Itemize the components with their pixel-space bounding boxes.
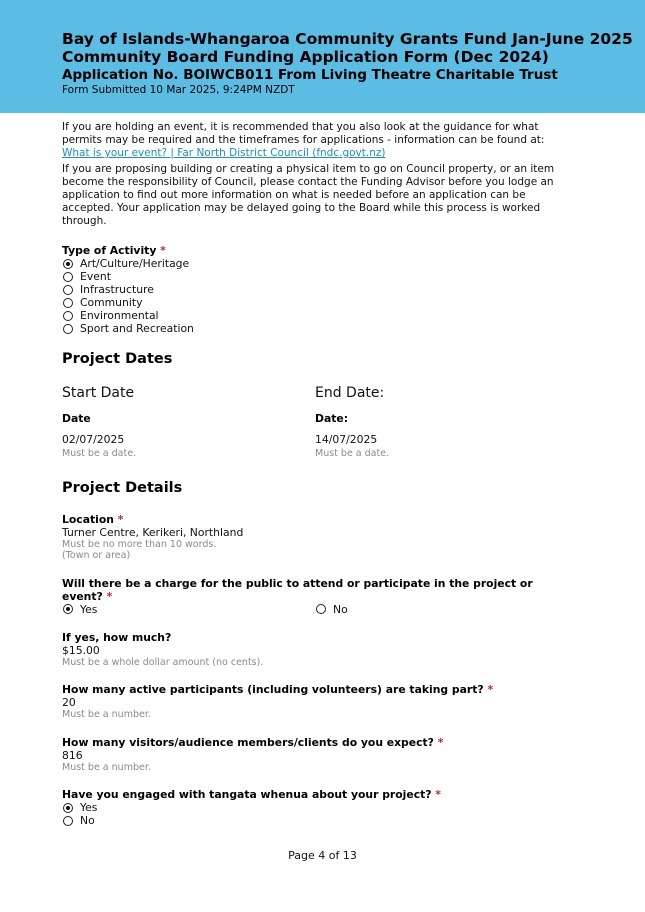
start-date-value: 02/07/2025: [62, 433, 125, 446]
option-label: Yes: [80, 602, 98, 616]
location-label-text: Location: [62, 512, 114, 526]
how-much-label: If yes, how much?: [62, 630, 172, 644]
required-mark: *: [487, 683, 494, 696]
end-date-block: [315, 384, 568, 460]
start-date-subheading: Start Date: [62, 385, 135, 401]
option-label: Environmental: [80, 309, 159, 322]
start-date-block: [62, 384, 315, 460]
form-header: [0, 0, 645, 113]
option-label: Community: [80, 296, 143, 309]
intro-text: If you are holding an event, it is recommended that you also look at the guidance for what permits may be required and the timeframes for applications - information can be found at:: [62, 121, 545, 146]
required-mark: *: [437, 735, 444, 749]
participants-question: [62, 683, 572, 721]
activity-question: [62, 244, 572, 335]
tangata-question: [62, 788, 572, 827]
project-details-heading: Project Details: [62, 479, 183, 496]
project-dates-row: [62, 384, 572, 460]
visitors-value: 816: [62, 748, 83, 762]
option-label: Sport and Recreation: [80, 322, 194, 335]
radio-empty-icon[interactable]: [63, 816, 73, 826]
charge-option-no[interactable]: [315, 603, 568, 616]
option-label: No: [333, 602, 348, 616]
option-label: Yes: [80, 801, 98, 814]
radio-empty-icon[interactable]: [63, 324, 73, 334]
how-much-question: [62, 631, 572, 669]
location-question: [62, 513, 572, 562]
option-label: No: [80, 814, 95, 827]
how-much-hint: Must be a whole dollar amount (no cents).: [62, 656, 264, 668]
activity-label: [62, 244, 572, 257]
radio-selected-icon[interactable]: [63, 259, 73, 269]
required-mark: *: [106, 589, 113, 603]
participants-hint: Must be a number.: [62, 709, 151, 720]
tangata-option-yes[interactable]: [62, 801, 572, 814]
charge-label-text: Will there be a charge for the public to attend or participate in the project or event?: [62, 576, 533, 603]
page-number: Page 4 of 13: [288, 849, 357, 862]
visitors-label: [62, 736, 572, 749]
option-label: Event: [80, 270, 111, 283]
tangata-label: [62, 788, 572, 801]
start-date-hint: Must be a date.: [62, 448, 137, 459]
activity-option-art[interactable]: [62, 257, 572, 270]
participants-label-text: How many active participants (including volunteers) are taking part?: [62, 683, 484, 696]
submitted-timestamp: Form Submitted 10 Mar 2025, 9:24PM NZDT: [62, 84, 295, 96]
intro-paragraph-events: [62, 121, 572, 160]
application-number: Application No. BOIWCB011 From Living Theatre Charitable Trust: [62, 67, 558, 83]
visitors-label-text: How many visitors/audience members/clients do you expect?: [62, 735, 434, 749]
radio-empty-icon[interactable]: [63, 285, 73, 295]
radio-empty-icon[interactable]: [63, 272, 73, 282]
how-much-value: $15.00: [62, 643, 100, 657]
option-label: Infrastructure: [80, 283, 154, 296]
event-guidance-link[interactable]: What is your event? | Far North District Council (fndc.govt.nz): [62, 147, 386, 159]
location-hint: Must be no more than 10 words.: [62, 538, 217, 550]
project-dates-heading: Project Dates: [62, 351, 173, 367]
radio-empty-icon[interactable]: [63, 311, 73, 321]
location-hint-area: (Town or area): [62, 550, 131, 561]
charge-label: [62, 577, 552, 603]
start-date-label: Date: [62, 412, 91, 425]
location-value: Turner Centre, Kerikeri, Northland: [62, 525, 244, 539]
end-date-value: 14/07/2025: [315, 433, 378, 446]
form-content: [62, 121, 572, 827]
activity-option-infrastructure[interactable]: [62, 283, 572, 296]
option-label: Art/Culture/Heritage: [80, 257, 190, 270]
activity-label-text: Type of Activity: [62, 244, 157, 257]
charge-question: [62, 577, 572, 616]
tangata-label-text: Have you engaged with tangata whenua about your project?: [62, 788, 432, 801]
participants-value: 20: [62, 696, 76, 709]
visitors-hint: Must be a number.: [62, 761, 151, 773]
activity-option-sport[interactable]: [62, 322, 572, 335]
charge-option-yes[interactable]: [62, 603, 315, 616]
location-label: [62, 513, 572, 526]
activity-option-community[interactable]: [62, 296, 572, 309]
tangata-option-no[interactable]: [62, 814, 572, 827]
end-date-label: Date:: [315, 412, 349, 425]
form-title-line2: Community Board Funding Application Form (Dec 2024): [62, 48, 549, 66]
required-mark: *: [117, 512, 124, 526]
radio-selected-icon[interactable]: [63, 803, 73, 813]
radio-empty-icon[interactable]: [63, 298, 73, 308]
form-title-line1: Bay of Islands-Whangaroa Community Grants Fund Jan-June 2025: [62, 30, 633, 48]
end-date-subheading: End Date:: [315, 385, 385, 401]
activity-option-event[interactable]: [62, 270, 572, 283]
radio-selected-icon[interactable]: [63, 604, 73, 614]
radio-empty-icon[interactable]: [316, 604, 326, 614]
intro-paragraph-building: If you are proposing building or creating a physical item to go on Council property, or an item become the responsibility of Council, please contact the Funding Advisor before you lodge an application to find out more information on what is needed before an application can be accepted. Your application may be delayed going to the Board while this process is worked through.: [62, 163, 555, 227]
participants-label: [62, 683, 572, 696]
end-date-hint: Must be a date.: [315, 448, 390, 459]
visitors-question: [62, 736, 572, 774]
activity-option-environmental[interactable]: [62, 309, 572, 322]
charge-options: [62, 603, 572, 616]
required-mark: *: [160, 244, 166, 257]
required-mark: *: [435, 788, 441, 801]
